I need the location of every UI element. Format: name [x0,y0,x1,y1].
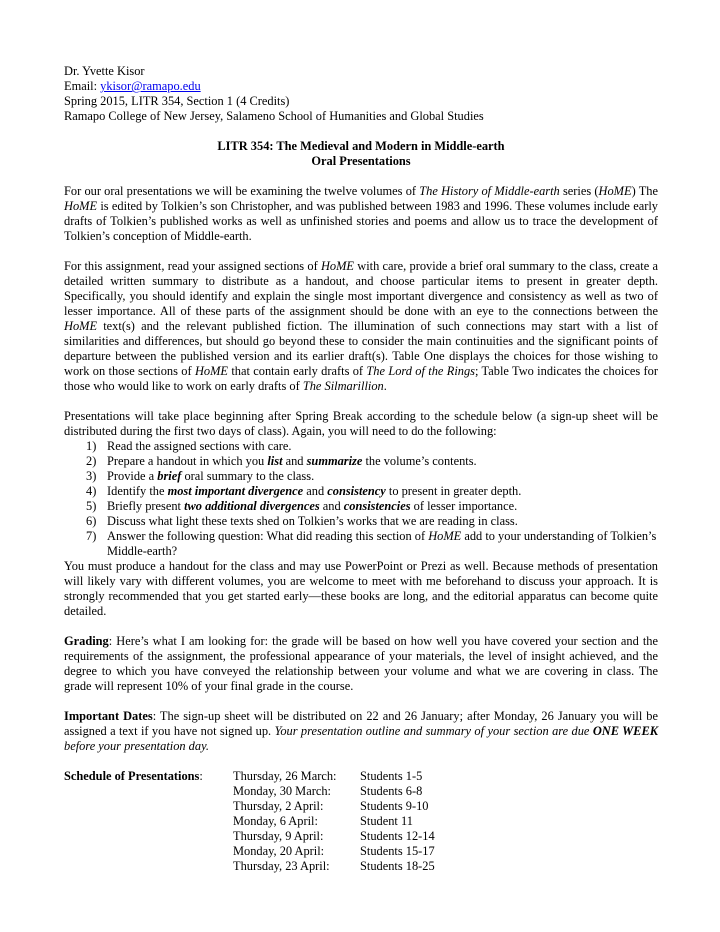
presentations-after: You must produce a handout for the class and may use PowerPoint or Prezi as well. Because methods of presentation will likely vary with different volumes, you are welcome to meet with me beforehand to discuss your approach. It is strongly recommended that you get started early—these books are long, and the editorial apparatus can become quite detailed. [64,559,658,618]
dates-label: Important Dates [64,709,153,723]
email-link[interactable]: ykisor@ramapo.edu [100,79,201,93]
intro-paragraph: For our oral presentations we will be examining the twelve volumes of The History of Middle-earth series (HoME) The HoME is edited by Tolkien’s son Christopher, and was published between 1983 and 1996. These volumes include early drafts of Tolkien’s published works as well as unfinished stories and poems and allow us to trace the development of Tolkien’s conception of Middle-earth. [64,184,658,243]
grading-label: Grading [64,634,109,648]
list-item: 5) Briefly present two additional divergences and consistencies of lesser importance. [86,499,518,513]
schedule-students: Students 18-25 [360,859,435,873]
document-page [64,64,658,874]
dates-paragraph: Important Dates: The sign-up sheet will be distributed on 22 and 26 January; after Monday, 26 January you will be assigned a text if you have not signed up. Your presentation outline and summary of your section are due ONE WEEK before your presentation day. [64,709,658,753]
instructor-name: Dr. Yvette Kisor [64,64,145,78]
schedule-students: Student 11 [360,814,413,828]
schedule-date: Thursday, 9 April: [233,829,324,843]
schedule-students: Students 15-17 [360,844,435,858]
list-item: 3) Provide a brief oral summary to the class. [86,469,315,483]
presentations-lead: Presentations will take place beginning after Spring Break according to the schedule below (a sign-up sheet will be distributed during the first two days of class). Again, you will need to do the following: [64,409,658,438]
requirements-list [64,439,658,559]
schedule-date: Monday, 6 April: [233,814,318,828]
list-item: 6) Discuss what light these texts shed on Tolkien’s works that we are reading in class. [86,514,518,528]
assignment-paragraph: For this assignment, read your assigned sections of HoME with care, provide a brief oral summary to the class, create a detailed written summary to distribute as a handout, and choose particular items to present in greater depth. Specifically, you should identify and explain the single most important divergence and consistency as well as two of lesser importance. All of these parts of the assignment should be done with an eye to the connections between the HoME text(s) and the relevant published fiction. The illumination of such connections may start with a list of similarities and differences, but should go beyond these to consider the main continuities and the significant points of departure between the published version and its earlier draft(s). Table One displays the choices for those wishing to work on those sections of HoME that contain early drafts of The Lord of the Rings; Table Two indicates the choices for those who would like to work on early drafts of The Silmarillion. [64,259,658,393]
schedule-students: Students 12-14 [360,829,435,843]
schedule-date: Thursday, 2 April: [233,799,324,813]
schedule-date: Thursday, 26 March: [233,769,337,783]
assignment-title: Oral Presentations [311,154,411,168]
school-line: Ramapo College of New Jersey, Salameno School of Humanities and Global Studies [64,109,484,123]
schedule-table [64,769,658,874]
schedule-label: Schedule of Presentations: [64,769,203,783]
schedule-date: Thursday, 23 April: [233,859,330,873]
schedule-date: Monday, 30 March: [233,784,331,798]
course-title: LITR 354: The Medieval and Modern in Middle-earth [217,139,505,153]
list-item: 2) Prepare a handout in which you list and summarize the volume’s contents. [86,454,477,468]
schedule-students: Students 1-5 [360,769,423,783]
schedule-students: Students 9-10 [360,799,429,813]
list-item: 1) Read the assigned sections with care. [86,439,292,453]
term-line: Spring 2015, LITR 354, Section 1 (4 Credits) [64,94,290,108]
email-label: Email: [64,79,101,93]
schedule-students: Students 6-8 [360,784,423,798]
list-item: 4) Identify the most important divergence and consistency to present in greater depth. [86,484,522,498]
list-item: 7) Answer the following question: What did reading this section of HoME add to your understanding of Tolkien’s Middle-earth? [86,529,657,558]
email-line [64,79,658,94]
grading-paragraph: Grading: Here’s what I am looking for: the grade will be based on how well you have covered your section and the requirements of the assignment, the professional appearance of your materials, the level of insight achieved, and the degree to which you have conveyed the relationship between your volume and what we are covering in class. The grade will represent 10% of your final grade in the course. [64,634,658,693]
schedule-date: Monday, 20 April: [233,844,325,858]
